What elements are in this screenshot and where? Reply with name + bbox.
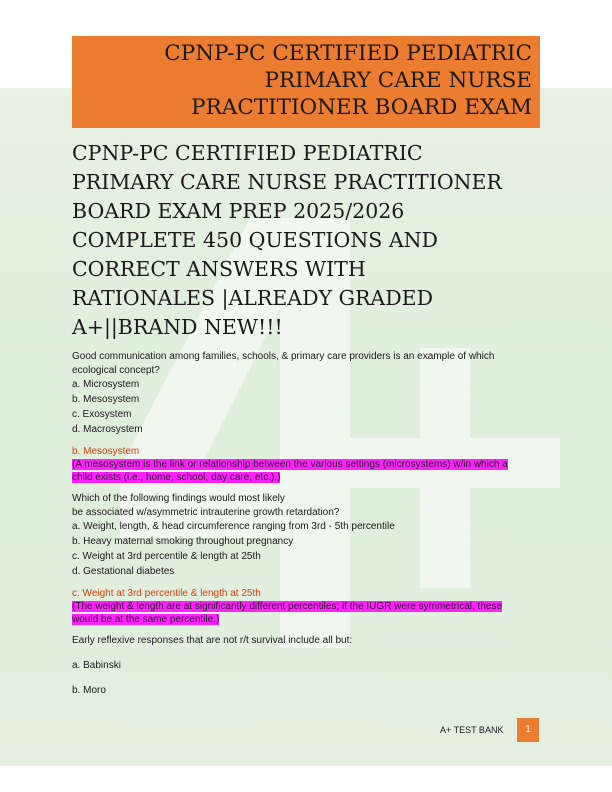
question-prompt: Early reflexive responses that are not r/t survival include all but: [72,635,353,646]
banner-line: PRACTITIONER BOARD EXAM [191,95,532,120]
questions-section [72,350,542,708]
rationale-line: child exists (i.e., home, school, day care, etc.).) [72,472,281,483]
question-prompt: Good communication among families, schools, & primary care providers is an example of which [72,351,495,362]
rationale [72,458,542,484]
title-line: BOARD EXAM PREP 2025/2026 [72,199,405,223]
page-number: 1 [517,718,539,742]
header-banner [72,36,540,128]
question-prompt: ecological concept? [72,364,160,376]
banner-line: PRIMARY CARE NURSE [264,68,532,93]
answer-option: b. Moro [72,684,106,696]
footer-label: A+ TEST BANK [440,725,504,735]
answer-option: c. Weight at 3rd percentile & length at 25th [72,551,261,562]
answer-option: a. Weight, length, & head circumference ranging from 3rd - 5th percentile [72,521,395,532]
document-title [72,139,542,342]
banner-line: CPNP-PC CERTIFIED PEDIATRIC [164,41,532,66]
title-line: CORRECT ANSWERS WITH [72,257,366,281]
answer-option: c. Exosystem [72,409,132,420]
answer-option: b. Heavy maternal smoking throughout pregnancy [72,536,294,547]
correct-answer: b. Mesosystem [72,446,140,457]
question-block [72,350,542,484]
question-block [72,634,542,698]
banner-title [92,40,532,121]
rationale [72,600,542,626]
title-line: COMPLETE 450 QUESTIONS AND [72,228,438,252]
rationale-line: would be at the same percentile.) [72,614,220,625]
answer-option: a. Microsystem [72,379,140,390]
answer-option: b. Mesosystem [72,394,140,405]
answer-option: d. Gestational diabetes [72,566,175,577]
question-block [72,492,542,626]
title-line: A+||BRAND NEW!!! [72,315,283,339]
question-prompt: Which of the following findings would most likely [72,493,285,504]
answer-option: a. Babinski [72,659,121,671]
question-prompt: be associated w/asymmetric intrauterine growth retardation? [72,506,340,518]
correct-answer: c. Weight at 3rd percentile & length at 25th [72,588,261,599]
title-line: CPNP-PC CERTIFIED PEDIATRIC [72,141,423,165]
answer-option: d. Macrosystem [72,424,143,435]
title-line: PRIMARY CARE NURSE PRACTITIONER [72,170,502,194]
rationale-line: (The weight & length are at significantly different percentiles; if the IUGR were symmetrical, these [72,601,503,612]
title-line: RATIONALES |ALREADY GRADED [72,286,434,310]
rationale-line: (A mesosystem is the link or relationship between the various settings (microsystems) w/in which a [72,459,508,470]
